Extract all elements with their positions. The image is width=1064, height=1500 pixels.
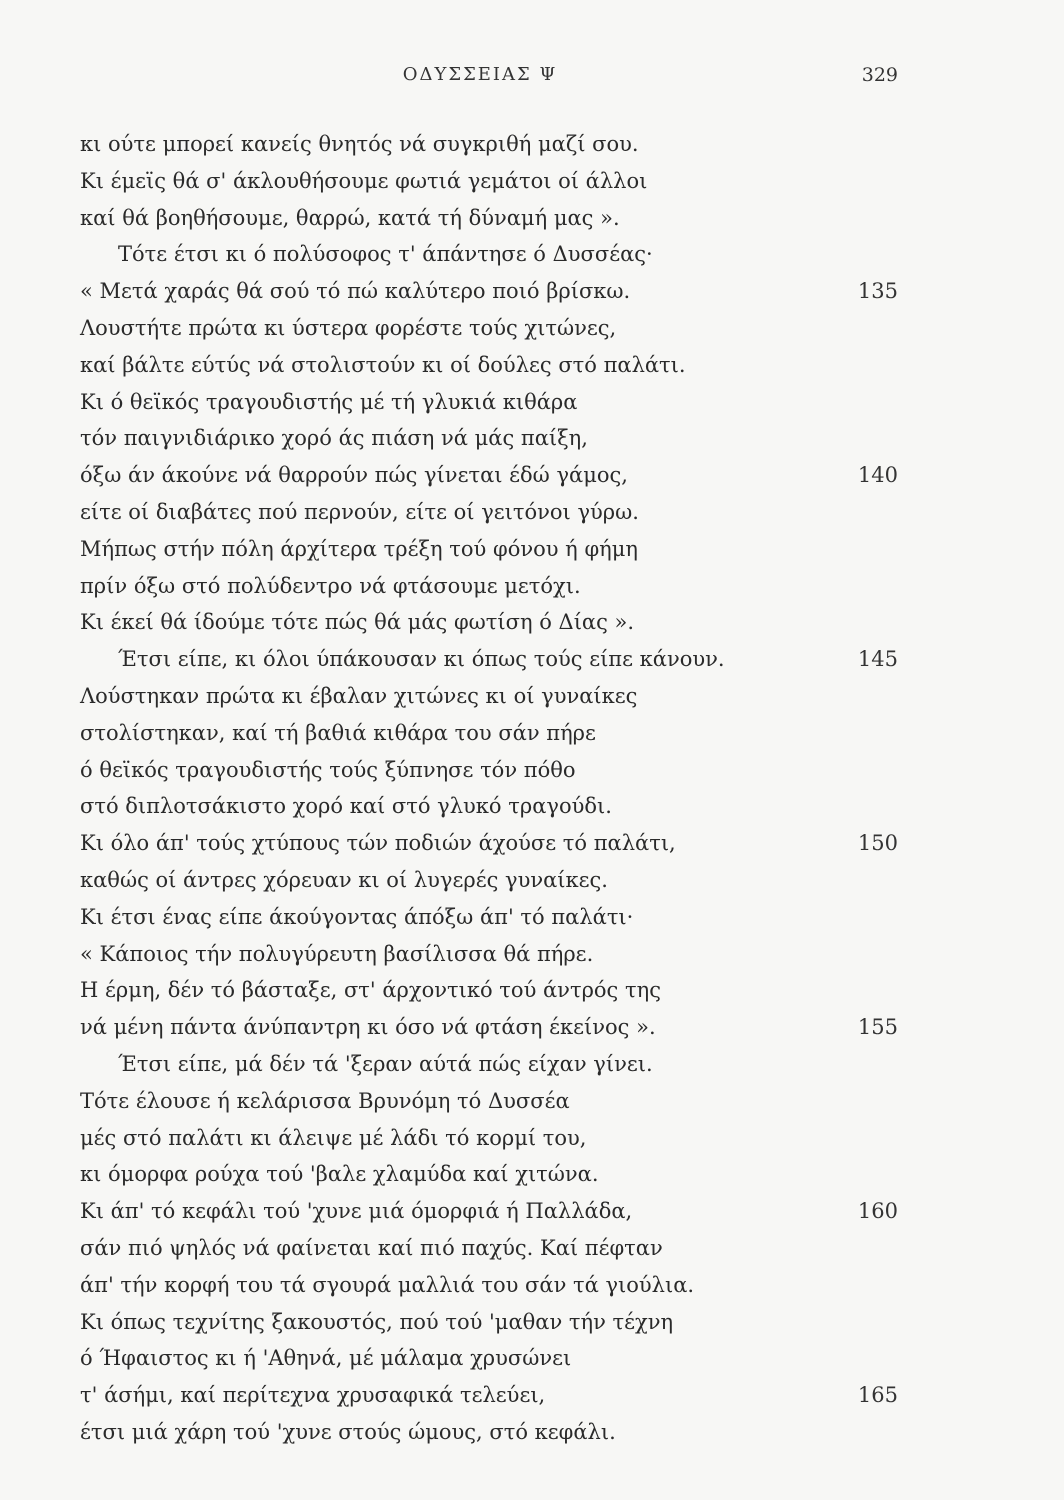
line-number: 165 [857,1383,898,1408]
verse-text: Τότε έτσι κι ό πολύσοφος τ' άπάντησε ό Δυσσέας· [118,242,653,267]
verse-text: Κι όπως τεχνίτης ξακουστός, πού τού 'μαθαν τήν τέχνη [80,1309,674,1334]
verse-text: Μήπως στήν πόλη άρχίτερα τρέξη τού φόνου ή φήμη [80,536,638,561]
verse-line [0,1046,1064,1083]
verse-text: άπ' τήν κορφή του τά σγουρά μαλλιά του σάν τά γιούλια. [80,1272,695,1297]
verse-text: μές στό παλάτι κι άλειψε μέ λάδι τό κορμί του, [80,1125,587,1150]
verse-line [0,457,1064,494]
verse-line [0,788,1064,825]
verse-line [0,384,1064,421]
verse-line [0,494,1064,531]
verse-text: Κι έκεί θά ίδούμε τότε πώς θά μάς φωτίση ό Δίας ». [80,610,635,635]
verse-text: Κι έμεϊς θά σ' άκλουθήσουμε φωτιά γεμάτοι οί άλλοι [80,168,648,193]
verse-text: Τότε έλουσε ή κελάρισσα Βρυνόμη τό Δυσσέα [80,1088,570,1113]
verse-text: Κι άπ' τό κεφάλι τού 'χυνε μιά όμορφιά ή Παλλάδα, [80,1199,633,1224]
verse-line [0,126,1064,163]
verse-text: έτσι μιά χάρη τού 'χυνε στούς ώμους, στό κεφάλι. [80,1419,616,1444]
verse-line [0,1009,1064,1046]
verse-line [0,1083,1064,1120]
verse-line [0,715,1064,752]
verse-line [0,163,1064,200]
verse-line [0,899,1064,936]
verse-line [0,568,1064,605]
verse-text: κι ούτε μπορεί κανείς θνητός νά συγκριθή μαζί σου. [80,132,639,156]
verse-text: Η έρμη, δέν τό βάσταξε, στ' άρχοντικό τού άντρός της [80,978,661,1003]
verse-line [0,420,1064,457]
verse-line [0,936,1064,973]
verse-line [0,310,1064,347]
verse-line [0,1304,1064,1341]
verse-line [0,273,1064,310]
verse-text: τ' άσήμι, καί περίτεχνα χρυσαφικά τελεύει, [80,1383,546,1408]
verse-text: κι όμορφα ρούχα τού 'βαλε χλαμύδα καί χιτώνα. [80,1162,599,1187]
verse-block [0,126,1064,1451]
verse-text: « Μετά χαράς θά σού τό πώ καλύτερο ποιό βρίσκω. [80,279,631,304]
verse-text: πρίν όξω στό πολύδεντρο νά φτάσουμε μετόχι. [80,573,581,598]
verse-line [0,752,1064,789]
verse-text: Λούστηκαν πρώτα κι έβαλαν χιτώνες κι οί γυναίκες [80,683,638,708]
verse-text: Έτσι είπε, κι όλοι ύπάκουσαν κι όπως τούς είπε κάνουν. [118,647,725,672]
page-number: 329 [861,64,898,86]
verse-line [0,347,1064,384]
verse-line [0,641,1064,678]
verse-line [0,604,1064,641]
verse-line [0,972,1064,1009]
verse-line [0,531,1064,568]
verse-text: Κι όλο άπ' τούς χτύπους τών ποδιών άχούσε τό παλάτι, [80,831,676,856]
verse-text: « Κάποιος τήν πολυγύρευτη βασίλισσα θά πήρε. [80,941,594,966]
verse-text: ό Ήφαιστος κι ή 'Αθηνά, μέ μάλαμα χρυσώνει [80,1346,572,1371]
verse-line [0,1156,1064,1193]
verse-text: σάν πιό ψηλός νά φαίνεται καί πιό παχύς. Καί πέφταν [80,1235,663,1260]
verse-text: ό θεϊκός τραγουδιστής τούς ξύπνησε τόν πόθο [80,757,576,782]
verse-line [0,1120,1064,1157]
verse-line [0,200,1064,237]
verse-text: είτε οί διαβάτες πού περνούν, είτε οί γειτόνοι γύρω. [80,499,639,524]
verse-text: όξω άν άκούνε νά θαρρούν πώς γίνεται έδώ γάμος, [80,463,628,488]
verse-text: καί βάλτε εύτύς νά στολιστούν κι οί δούλες στό παλάτι. [80,352,686,377]
verse-line [0,862,1064,899]
verse-line [0,1414,1064,1451]
line-number: 145 [857,647,898,672]
line-number: 150 [857,831,898,856]
line-number: 160 [857,1199,898,1224]
verse-line [0,236,1064,273]
line-number: 140 [857,463,898,488]
verse-line [0,678,1064,715]
verse-text: τόν παιγνιδιάρικο χορό άς πιάση νά μάς παίξη, [80,426,588,451]
running-title: ΟΔΥΣΣΕΙΑΣ Ψ [402,64,558,85]
verse-line [0,1230,1064,1267]
verse-text: Κι ό θεϊκός τραγουδιστής μέ τή γλυκιά κιθάρα [80,389,578,414]
verse-line [0,1267,1064,1304]
verse-line [0,825,1064,862]
verse-text: στό διπλοτσάκιστο χορό καί στό γλυκό τραγούδι. [80,794,612,819]
verse-text: καί θά βοηθήσουμε, θαρρώ, κατά τή δύναμή μας ». [80,205,620,230]
verse-text: νά μένη πάντα άνύπαντρη κι όσο νά φτάση έκείνος ». [80,1015,656,1040]
verse-line [0,1340,1064,1377]
line-number: 135 [857,279,898,304]
verse-text: Έτσι είπε, μά δέν τά 'ξεραν αύτά πώς είχαν γίνει. [118,1051,653,1076]
verse-text: Λουστήτε πρώτα κι ύστερα φορέστε τούς χιτώνες, [80,315,617,340]
line-number: 155 [857,1015,898,1040]
verse-line [0,1377,1064,1414]
verse-text: καθώς οί άντρες χόρευαν κι οί λυγερές γυναίκες. [80,867,608,892]
verse-line [0,1193,1064,1230]
verse-text: στολίστηκαν, καί τή βαθιά κιθάρα του σάν πήρε [80,720,596,745]
verse-text: Κι έτσι ένας είπε άκούγοντας άπόξω άπ' τό παλάτι· [80,904,634,929]
